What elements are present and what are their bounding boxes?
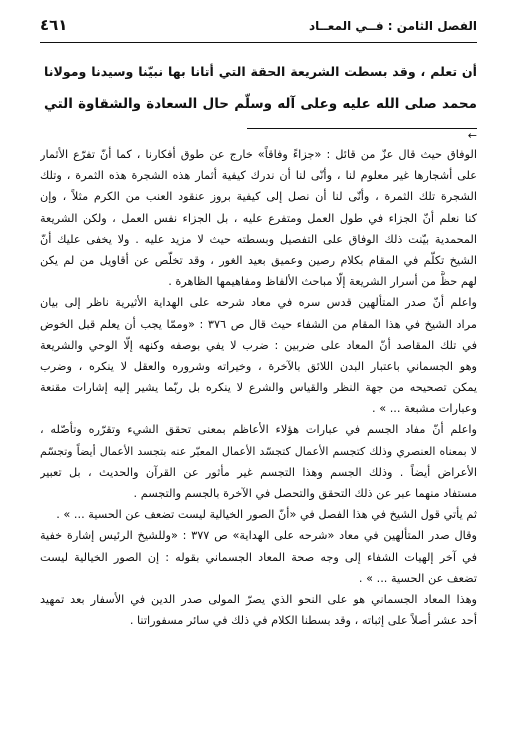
footnote-paragraph bbox=[40, 419, 477, 504]
footnote-paragraph bbox=[40, 292, 477, 419]
footnote-line: الشجرة تلك الثمرة ، وأنّى لنا أن نصل إلى كيفية بروز عنقود العنب من الكرم مثلاً ، وإن bbox=[40, 190, 477, 204]
footnote-line: تضعف عن الحسية ... » . bbox=[358, 571, 477, 585]
footnote-separator-rule bbox=[247, 128, 477, 129]
footnote-line: لهم حظٌّ من أسرار الشريعة إلّا مباحث الألفاظ ومفاهيمها الظاهرة . bbox=[168, 275, 477, 289]
main-text-line: محمد صلى الله عليه وعلى آله وسلّم حال السعادة والشقاوة التي bbox=[44, 96, 477, 112]
footnote-line: المحمدية بيّنت ذلك الوفاق على التفصيل وبسطته حيث لا مزيد عليه . ولا يخفى عليك أنّ bbox=[40, 232, 477, 246]
footnote-line: لا بمعناه العنصري وذلك كتجسم الأعمال كتجسّد الأعمال المعبّر عنه بتجسد الأعمال أيضاً وتجسّم bbox=[40, 444, 477, 458]
footnote-line: مستفاد منهما عبر عن ذلك التحقق والتحصل في الآخرة بالجسم والتجسم . bbox=[133, 487, 477, 500]
footnote-line: على أشجارها غير معلوم لنا ، وأنّى لنا أن ندرك كيفية أثمار هذه الشجرة هذه الثمرة ، وتلك bbox=[40, 169, 477, 183]
footnote-paragraph bbox=[40, 144, 477, 292]
footnote-line: يمكن تصحيحه من جهة النظر والقياس والشرع لا ينكره بل ربّما يشير إليه إشارات مقنعة bbox=[40, 381, 477, 395]
main-text-line: أن تعلم ، وقد بسطت الشريعة الحقة التي أتانا بها نبيّنا وسيدنا ومولانا bbox=[44, 64, 477, 79]
footnote-line: أحد عشر أصلاً على إثباته ، وقد بسطنا الكلام في ذلك في سائر مسفوراتنا . bbox=[129, 614, 477, 628]
footnote-line: واعلم أنّ مفاد الجسم في عبارات هؤلاء الأعاظم بمعنى تحقق الشيء وتقرّره وتأصّله ، bbox=[40, 423, 477, 437]
footnote-block bbox=[40, 144, 477, 631]
footnote-line: في تلك المقاصد أنّ المعاد على ضربين : ضرب لا يفي بوصفه وكنهه إلّا الوحي والشريعة bbox=[40, 338, 477, 352]
footnote-line: وقال صدر المتألهين في معاد «شرحه على الهداية» ص ٣٧٧ : «وللشيخ الرئيس إشارة خفية bbox=[40, 529, 477, 543]
footnote-line: في آخر إلهيات الشفاء إلى وجه صحة المعاد الجسماني بقوله : إن الصور الخيالية ليست bbox=[40, 550, 477, 564]
footnote-line: الأعراض أيضاً . وذلك الجسم وهذا التجسم غير مأثور عن القرآن والحديث ، بل تعبير bbox=[40, 465, 477, 479]
chapter-title: الفصل الثامن : فــي المعــاد bbox=[308, 19, 477, 33]
footnote-paragraph bbox=[40, 589, 477, 631]
running-header bbox=[40, 16, 477, 40]
main-text bbox=[44, 56, 477, 120]
footnote-line: واعلم أنّ صدر المتألهين قدس سره في معاد شرحه على الهداية الأثيرية ناظر إلى بيان bbox=[40, 296, 477, 310]
footnote-line: مراد الشيخ في هذا المقام من الشفاء حيث قال ص ٣٧٦ : «وممّا يجب أن يعلم قبل الخوض bbox=[40, 317, 477, 331]
footnote-continuation-arrow-icon: ← bbox=[467, 129, 477, 142]
page-number: ٤٦١ bbox=[40, 16, 68, 34]
footnote-line: وهذا المعاد الجسماني هو على النحو الذي يصرّ المولى صدر الدين في الأسفار بعد تمهيد bbox=[40, 592, 477, 606]
footnote-line: الوفاق حيث قال عزّ من قائل : «جزاءً وفاقاً» خارج عن طوق أفكارنا ، كما أنّ تفرّع الأثمار bbox=[40, 148, 477, 161]
footnote-line: ثم يأتي قول الشيخ في هذا الفصل في «أنّ الصور الخيالية ليست تضعف عن الحسية ... » . bbox=[56, 508, 477, 522]
footnote-line: وعبارات مشبعة ... » . bbox=[372, 402, 477, 416]
footnote-line: الشيخ تكلّم في المقام بكلام رصين وعميق بعيد الغور ، وقد تخلّص عن أقاويل من لم يكن bbox=[40, 253, 477, 267]
footnote-line: كنا نعلم أنّ الجزاء في طول العمل ومتفرع عليه ، بل الجزاء نفس العمل ، ولكن الشريعة bbox=[40, 211, 477, 225]
footnote-paragraph bbox=[40, 504, 477, 589]
header-rule bbox=[40, 42, 477, 43]
footnote-line: وهو الجسماني باعتبار البدن اللائق بالآخرة ، وخيراته وشروره والعقل لا ينكره ، وضرب bbox=[40, 359, 477, 373]
